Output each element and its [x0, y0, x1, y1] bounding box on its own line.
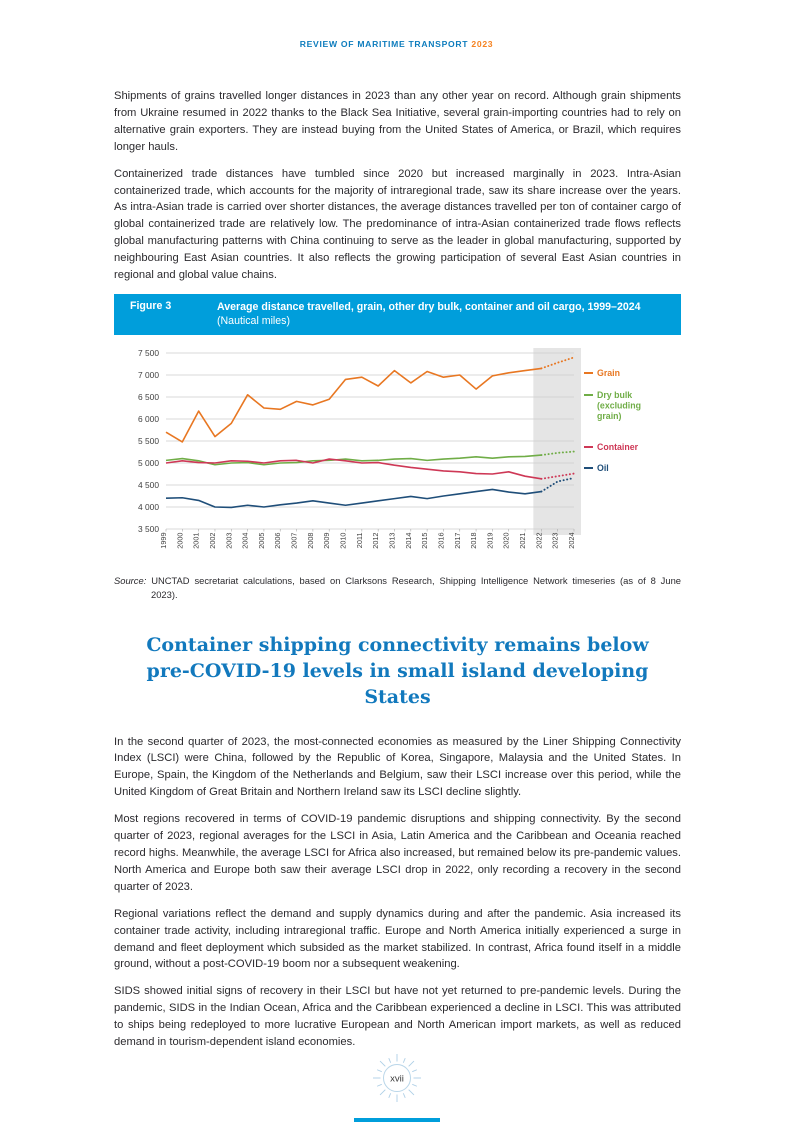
page-content	[114, 88, 681, 1061]
x-axis-label: 2000	[175, 532, 185, 549]
x-axis-label: 2021	[518, 532, 528, 549]
series-line-Grain	[166, 368, 541, 441]
ornament-ray	[403, 1058, 405, 1063]
y-axis-label: 6 000	[138, 413, 159, 424]
y-axis-label: 6 500	[138, 391, 159, 402]
running-header-year: 2023	[471, 39, 494, 49]
figure-header	[114, 294, 681, 335]
page-number: xvii	[389, 1073, 404, 1085]
paragraph-lsci-economies: In the second quarter of 2023, the most-connected economies as measured by the Liner Shipping Connectivity Index (LSCI) were China, followed by the Republic of Korea, Singapore, Malaysia and the United States. In Europe, Spain, the Kingdom of the Netherlands and Belgium, saw their LSCI increase over this period, while the United Kingdom of Great Britain and Northern Ireland saw its LSCI decline slightly.	[114, 735, 681, 799]
ornament-ray	[408, 1061, 413, 1066]
source-note	[114, 574, 681, 602]
ornament-ray	[377, 1084, 382, 1086]
x-axis-label: 2016	[436, 532, 446, 549]
x-axis-label: 1999	[159, 532, 168, 549]
x-axis-label: 2020	[501, 532, 511, 549]
ornament-ray	[380, 1061, 385, 1066]
x-axis-label: 2008	[305, 532, 315, 549]
x-axis-label: 2024	[567, 532, 576, 549]
figure-title	[217, 300, 662, 328]
y-axis-label: 3 500	[138, 523, 159, 534]
page-footer	[368, 1049, 426, 1112]
ornament-ray	[388, 1093, 390, 1098]
series-line-Container	[166, 459, 541, 479]
figure-3	[114, 294, 681, 564]
legend-label: grain)	[597, 410, 622, 421]
source-label: Source:	[114, 574, 147, 586]
paragraph-container-distances: Containerized trade distances have tumbled since 2020 but increased marginally in 2023. Intra-Asian containerized trade, which accounts for the majority of intraregional trade, saw its share increase over the years. As intra-Asian trade is carried over shorter distances, the average distances travelled per ton of container cargo of global containerized trade are relatively low. The predominance of intra-Asian containerized trade flows reflects global manufacturing patterns with China continuing to serve as the leader in global manufacturing, supported by neighbouring East Asian countries. It also reflects the growing participation of several East Asian countries in regional and global value chains.	[114, 167, 681, 282]
legend-label: Grain	[597, 367, 620, 378]
ornament-ray	[377, 1070, 382, 1072]
y-axis-label: 4 000	[138, 501, 159, 512]
y-axis-label: 5 000	[138, 457, 159, 468]
x-axis-label: 2015	[420, 532, 430, 549]
section-heading-line1: Container shipping connectivity remains below	[146, 633, 649, 656]
x-axis-label: 2006	[273, 532, 283, 549]
ornament-ray	[380, 1090, 385, 1095]
x-axis-label: 2012	[371, 532, 381, 549]
x-axis-label: 2022	[534, 532, 544, 549]
section-heading-line2: pre-COVID-19 levels in small island developing States	[146, 659, 649, 708]
y-axis-label: 7 500	[138, 347, 159, 358]
legend-label: (excluding	[597, 400, 641, 411]
x-axis-label: 2011	[354, 532, 364, 549]
x-axis-label: 2014	[403, 532, 413, 549]
figure-label: Figure 3	[130, 299, 172, 312]
section-heading	[114, 632, 681, 710]
series-line-Oil	[166, 489, 541, 507]
figure-title-text: Average distance travelled, grain, other dry bulk, container and oil cargo, 1999–2024	[217, 300, 641, 313]
x-axis-label: 2019	[485, 532, 495, 549]
source-text: UNCTAD secretariat calculations, based on Clarksons Research, Shipping Intelligence Network timeseries (as of 8 June 2023).	[151, 574, 682, 600]
x-axis-label: 2018	[469, 532, 479, 549]
x-axis-label: 2004	[240, 532, 250, 549]
running-header	[0, 39, 793, 49]
x-axis-label: 2005	[256, 532, 266, 549]
ornament-ray	[388, 1058, 390, 1063]
x-axis-label: 2001	[191, 532, 201, 549]
y-axis-label: 5 500	[138, 435, 159, 446]
running-header-title: REVIEW OF MARITIME TRANSPORT	[299, 39, 469, 49]
y-axis-label: 7 000	[138, 369, 159, 380]
paragraph-grain-distances: Shipments of grains travelled longer distances in 2023 than any other year on record. Although grain shipments from Ukraine resumed in 2022 thanks to the Black Sea Initiative, several grain-importing countries had to rely on alternative grain exporters. They are instead buying from the United States of America, or Brazil, which requires longer hauls.	[114, 90, 681, 153]
paragraph-sids-recovery: SIDS showed initial signs of recovery in their LSCI but have not yet returned to pre-pandemic levels. During the pandemic, SIDS in the Indian Ocean, Africa and the Caribbean experienced a decline in LSCI. This was attributed to ships being redeployed to more lucrative European and North American import markets, as well as reduced demand in tourism-dependent island economies.	[114, 985, 681, 1049]
paragraph-regional-recovery: Most regions recovered in terms of COVID-19 pandemic disruptions and shipping connectivity. By the second quarter of 2023, regional averages for the LSCI in Asia, Latin America and the Caribbean and Oceania reached record highs. Meanwhile, the average LSCI for Africa also increased, but remained below its pre-pandemic values. North America and Europe both saw their average LSCI drop in 2022, only recording a recovery in the second quarter of 2023.	[114, 813, 681, 893]
y-axis-label: 4 500	[138, 479, 159, 490]
ornament-ray	[403, 1093, 405, 1098]
x-axis-label: 2007	[289, 532, 299, 549]
ornament-ray	[412, 1070, 417, 1072]
x-axis-label: 2010	[338, 532, 348, 549]
x-axis-label: 2009	[322, 532, 332, 549]
legend-label: Oil	[597, 462, 609, 473]
page-number-ornament	[368, 1049, 426, 1107]
x-axis-label: 2003	[224, 532, 234, 549]
legend-label: Container	[597, 441, 639, 452]
legend-label: Dry bulk	[597, 389, 633, 400]
x-axis-label: 2013	[387, 532, 397, 549]
ornament-ray	[412, 1084, 417, 1086]
line-chart	[114, 335, 681, 564]
x-axis-label: 2017	[452, 532, 462, 549]
paragraph-regional-variations: Regional variations reflect the demand and supply dynamics during and after the pandemic. Asia increased its container trade activity, including intraregional traffic. Europe and North America initially experienced a surge in demand and fleet deployment which subsided as the market stabilized. In contrast, Africa found itself in a middle ground, without a post-COVID-19 boom nor a subsequent weakening.	[114, 907, 681, 971]
x-axis-label: 2002	[207, 532, 217, 549]
footer-accent-bar	[354, 1118, 440, 1122]
chart-canvas	[114, 343, 679, 559]
ornament-ray	[408, 1090, 413, 1095]
figure-subtitle: (Nautical miles)	[217, 314, 290, 327]
x-axis-label: 2023	[550, 532, 560, 549]
